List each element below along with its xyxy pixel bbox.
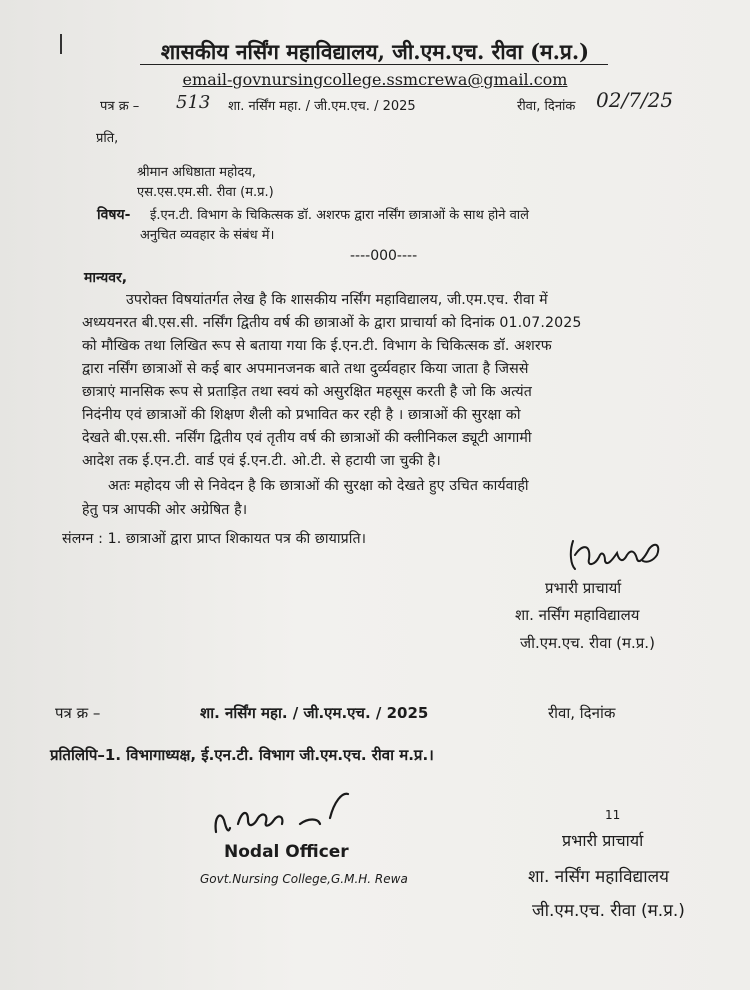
nodal-officer-title: Nodal Officer xyxy=(224,842,349,862)
subject-label: विषय- xyxy=(97,207,131,223)
ref-number-handwritten: 513 xyxy=(176,92,211,113)
nodal-officer-org: Govt.Nursing College,G.M.H. Rewa xyxy=(200,872,408,886)
title-underline xyxy=(140,64,608,65)
enclosure: संलग्न : 1. छात्राओं द्वारा प्राप्त शिकायत पत्र की छायाप्रति। xyxy=(62,531,367,547)
ref-date-handwritten: 02/7/25 xyxy=(596,88,674,112)
signatory2-line2: शा. नर्सिंग महाविद्यालय xyxy=(528,867,670,887)
para1-line: को मौखिक तथा लिखित रूप से बताया गया कि ई.एन.टी. विभाग के चिकित्सक डॉ. अशरफ xyxy=(82,338,552,354)
subject-line1: ई.एन.टी. विभाग के चिकित्सक डॉ. अशरफ द्वारा नर्सिंग छात्राओं के साथ होने वाले xyxy=(150,208,529,223)
recipient-prati: प्रति, xyxy=(96,131,119,146)
para1-line: छात्राएं मानसिक रूप से प्रताड़ित तथा स्वयं को असुरक्षित महसूस करती है जो कि अत्यंत xyxy=(82,384,532,400)
para1-line: अध्ययनरत बी.एस.सी. नर्सिंग द्वितीय वर्ष की छात्राओं के द्वारा प्राचार्या को दिनांक 01.07.2025 xyxy=(82,315,582,331)
salutation: मान्यवर, xyxy=(84,270,128,286)
ref2-place-date: रीवा, दिनांक xyxy=(548,704,616,722)
signatory2-line3: जी.एम.एच. रीवा (म.प्र.) xyxy=(532,901,685,921)
ref-office: शा. नर्सिंग महा. / जी.एम.एच. / 2025 xyxy=(228,99,416,114)
para2-line: अतः महोदय जी से निवेदन है कि छात्राओं की सुरक्षा को देखते हुए उचित कार्यवाही xyxy=(108,478,529,494)
copy-to: प्रतिलिपि–1. विभागाध्यक्ष, ई.एन.टी. विभाग जी.एम.एच. रीवा म.प्र.। xyxy=(50,746,434,764)
para1-line: उपरोक्त विषयांतर्गत लेख है कि शासकीय नर्सिंग महाविद्यालय, जी.एम.एच. रीवा में xyxy=(126,292,548,308)
para1-line: देखते बी.एस.सी. नर्सिंग द्वितीय एवं तृतीय वर्ष की छात्राओं की क्लीनिकल ड्यूटी आगामी xyxy=(82,430,532,446)
signatory1-line3: जी.एम.एच. रीवा (म.प्र.) xyxy=(520,634,655,652)
signatory2-line1: प्रभारी प्राचार्या xyxy=(562,831,644,850)
para1-line: निदंनीय एवं छात्राओं की शिक्षण शैली को प्रभावित कर रही है । छात्राओं की सुरक्षा को xyxy=(82,407,521,423)
ref2-office: शा. नर्सिंग महा. / जी.एम.एच. / 2025 xyxy=(200,704,429,722)
para2-line: हेतु पत्र आपकी ओर अग्रेषित है। xyxy=(82,502,248,518)
principal-signature xyxy=(565,535,665,575)
subject-line2: अनुचित व्यवहार के संबंध में। xyxy=(140,228,275,243)
recipient-line2: एस.एस.एम.सी. रीवा (म.प्र.) xyxy=(137,185,274,200)
signatory1-line2: शा. नर्सिंग महाविद्यालय xyxy=(515,606,640,624)
college-email: email-govnursingcollege.ssmcrewa@gmail.com xyxy=(182,70,568,89)
signatory2-mark: 11 xyxy=(605,808,621,822)
separator: ----000---- xyxy=(350,248,418,264)
para1-line: द्वारा नर्सिंग छात्राओं से कई बार अपमानजनक बाते तथा दुर्व्यवहार किया जाता है जिससे xyxy=(82,361,529,377)
para1-line: आदेश तक ई.एन.टी. वार्ड एवं ई.एन.टी. ओ.टी. से हटायी जा चुकी है। xyxy=(82,453,441,469)
nodal-signature xyxy=(208,788,358,848)
signatory1-line1: प्रभारी प्राचार्या xyxy=(545,579,622,597)
recipient-line1: श्रीमान अधिष्ठाता महोदय, xyxy=(137,165,256,180)
ref2-label: पत्र क्र – xyxy=(55,704,101,722)
ref-place-date: रीवा, दिनांक xyxy=(517,99,576,114)
ref-label: पत्र क्र – xyxy=(100,99,140,114)
college-title: शासकीय नर्सिंग महाविद्यालय, जी.एम.एच. रीवा (म.प्र.) xyxy=(160,39,590,64)
